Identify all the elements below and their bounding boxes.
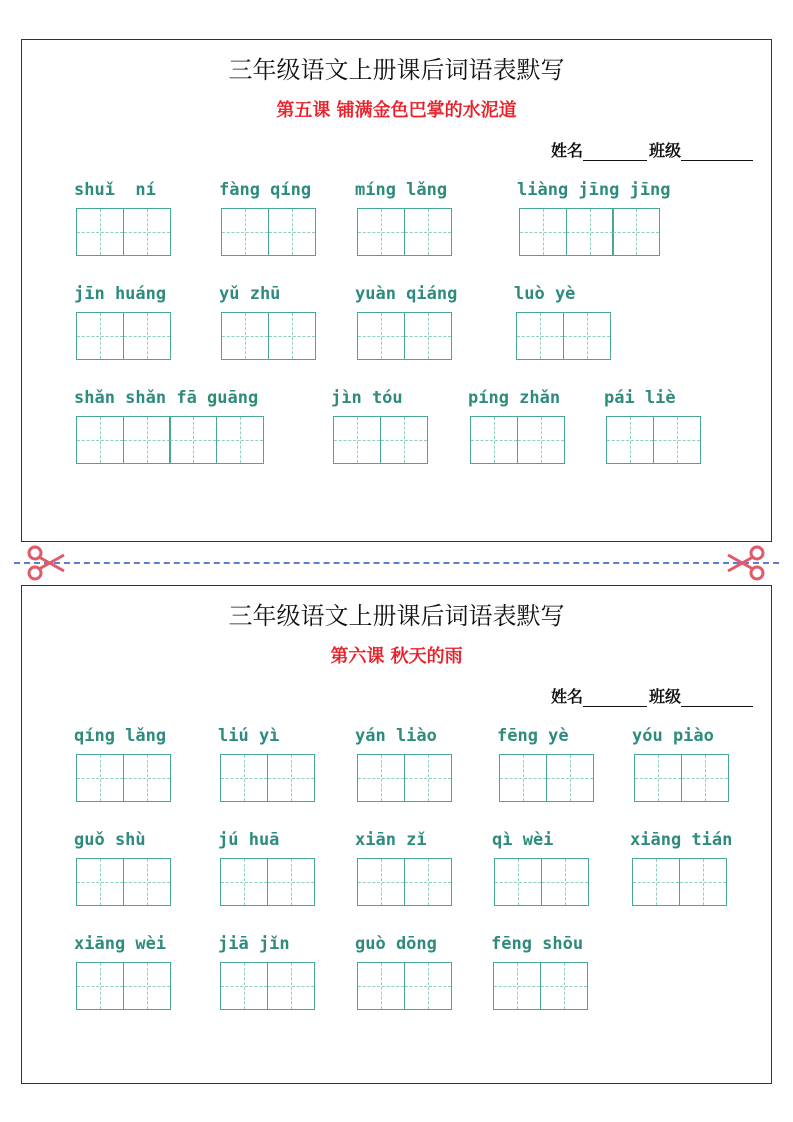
writing-grid: [516, 312, 611, 360]
writing-grid: [606, 416, 701, 464]
writing-grid: [221, 312, 316, 360]
tianzige-cell[interactable]: [123, 208, 171, 256]
tianzige-cell[interactable]: [220, 962, 268, 1010]
worksheet-lesson-5: [21, 39, 772, 542]
writing-grid: [357, 754, 452, 802]
writing-grid: [76, 416, 264, 464]
name-blank[interactable]: [583, 690, 647, 707]
tianzige-cell[interactable]: [267, 858, 315, 906]
tianzige-cell[interactable]: [220, 858, 268, 906]
name-class-bar: [551, 684, 755, 707]
tianzige-cell[interactable]: [632, 858, 680, 906]
name-blank[interactable]: [583, 144, 647, 161]
tianzige-cell[interactable]: [76, 416, 124, 464]
tianzige-cell[interactable]: [679, 858, 727, 906]
writing-grid: [519, 208, 660, 256]
lesson-heading: 第六课 秋天的雨: [330, 646, 463, 667]
tianzige-cell[interactable]: [470, 416, 518, 464]
tianzige-cell[interactable]: [357, 858, 405, 906]
pinyin-label: liàng jīng jīng: [517, 180, 671, 200]
tianzige-cell[interactable]: [123, 962, 171, 1010]
cut-line: [14, 562, 779, 564]
writing-grid: [357, 962, 452, 1010]
tianzige-cell[interactable]: [494, 858, 542, 906]
name-class-bar: [551, 138, 755, 161]
name-label: 姓名: [550, 141, 583, 160]
tianzige-cell[interactable]: [357, 312, 405, 360]
tianzige-cell[interactable]: [268, 208, 316, 256]
writing-grid: [221, 208, 316, 256]
writing-grid: [499, 754, 594, 802]
class-blank[interactable]: [681, 690, 753, 707]
writing-grid: [220, 754, 315, 802]
writing-grid: [470, 416, 565, 464]
pinyin-label: shuǐ ní: [74, 180, 156, 200]
tianzige-cell[interactable]: [517, 416, 565, 464]
tianzige-cell[interactable]: [357, 962, 405, 1010]
writing-grid: [76, 858, 171, 906]
tianzige-cell[interactable]: [76, 858, 124, 906]
class-blank[interactable]: [681, 144, 753, 161]
tianzige-cell[interactable]: [76, 312, 124, 360]
writing-grid: [220, 858, 315, 906]
writing-grid: [333, 416, 428, 464]
pinyin-label: liú yì: [218, 726, 280, 746]
pinyin-label: xiān zǐ: [355, 830, 427, 850]
worksheet-title: 三年级语文上册课后词语表默写: [228, 602, 565, 630]
pinyin-label: jìn tóu: [331, 388, 403, 408]
tianzige-cell[interactable]: [357, 208, 405, 256]
tianzige-cell[interactable]: [404, 754, 452, 802]
tianzige-cell[interactable]: [566, 208, 614, 256]
pinyin-label: qì wèi: [492, 830, 554, 850]
pinyin-label: xiāng tián: [630, 830, 733, 850]
pinyin-label: luò yè: [514, 284, 576, 304]
tianzige-cell[interactable]: [76, 754, 124, 802]
pinyin-label: pái liè: [604, 388, 676, 408]
lesson-heading: 第五课 铺满金色巴掌的水泥道: [276, 100, 517, 121]
tianzige-cell[interactable]: [634, 754, 682, 802]
tianzige-cell[interactable]: [519, 208, 567, 256]
pinyin-label: yuàn qiáng: [355, 284, 458, 304]
scissors-icon: [726, 543, 766, 587]
writing-grid: [493, 962, 588, 1010]
tianzige-cell[interactable]: [404, 208, 452, 256]
tianzige-cell[interactable]: [123, 754, 171, 802]
pinyin-label: fēng yè: [497, 726, 569, 746]
tianzige-cell[interactable]: [76, 962, 124, 1010]
writing-grid: [632, 858, 727, 906]
tianzige-cell[interactable]: [606, 416, 654, 464]
tianzige-cell[interactable]: [268, 312, 316, 360]
name-label: 姓名: [550, 687, 583, 706]
pinyin-label: jīn huáng: [74, 284, 167, 304]
scissors-icon: [26, 543, 66, 587]
class-label: 班级: [648, 141, 681, 160]
tianzige-cell[interactable]: [333, 416, 381, 464]
tianzige-cell[interactable]: [540, 962, 588, 1010]
pinyin-label: jiā jǐn: [218, 934, 290, 954]
tianzige-cell[interactable]: [123, 416, 171, 464]
tianzige-cell[interactable]: [499, 754, 547, 802]
writing-grid: [494, 858, 589, 906]
writing-grid: [357, 858, 452, 906]
tianzige-cell[interactable]: [221, 312, 269, 360]
tianzige-cell[interactable]: [221, 208, 269, 256]
writing-grid: [634, 754, 729, 802]
tianzige-cell[interactable]: [380, 416, 428, 464]
pinyin-label: míng lǎng: [355, 180, 448, 200]
tianzige-cell[interactable]: [123, 312, 171, 360]
tianzige-cell[interactable]: [493, 962, 541, 1010]
pinyin-label: guò dōng: [355, 934, 437, 954]
pinyin-label: shǎn shǎn fā guāng: [74, 388, 259, 408]
class-label: 班级: [648, 687, 681, 706]
pinyin-label: fàng qíng: [219, 180, 312, 200]
worksheet-title: 三年级语文上册课后词语表默写: [228, 56, 565, 84]
tianzige-cell[interactable]: [169, 416, 217, 464]
writing-grid: [76, 754, 171, 802]
tianzige-cell[interactable]: [563, 312, 611, 360]
pinyin-label: yán liào: [355, 726, 437, 746]
worksheet-lesson-6: [21, 585, 772, 1084]
pinyin-label: yǔ zhū: [219, 284, 281, 304]
tianzige-cell[interactable]: [546, 754, 594, 802]
tianzige-cell[interactable]: [76, 208, 124, 256]
tianzige-cell[interactable]: [404, 962, 452, 1010]
pinyin-label: xiāng wèi: [74, 934, 167, 954]
tianzige-cell[interactable]: [267, 754, 315, 802]
tianzige-cell[interactable]: [516, 312, 564, 360]
pinyin-label: fēng shōu: [491, 934, 584, 954]
pinyin-label: píng zhǎn: [468, 388, 561, 408]
tianzige-cell[interactable]: [404, 858, 452, 906]
pinyin-label: jú huā: [218, 830, 280, 850]
writing-grid: [76, 208, 171, 256]
tianzige-cell[interactable]: [220, 754, 268, 802]
tianzige-cell[interactable]: [612, 208, 660, 256]
tianzige-cell[interactable]: [681, 754, 729, 802]
pinyin-label: yóu piào: [632, 726, 714, 746]
writing-grid: [357, 312, 452, 360]
writing-grid: [76, 312, 171, 360]
tianzige-cell[interactable]: [267, 962, 315, 1010]
tianzige-cell[interactable]: [404, 312, 452, 360]
writing-grid: [220, 962, 315, 1010]
tianzige-cell[interactable]: [541, 858, 589, 906]
tianzige-cell[interactable]: [216, 416, 264, 464]
pinyin-label: qíng lǎng: [74, 726, 167, 746]
writing-grid: [76, 962, 171, 1010]
tianzige-cell[interactable]: [123, 858, 171, 906]
tianzige-cell[interactable]: [357, 754, 405, 802]
writing-grid: [357, 208, 452, 256]
tianzige-cell[interactable]: [653, 416, 701, 464]
pinyin-label: guǒ shù: [74, 830, 146, 850]
